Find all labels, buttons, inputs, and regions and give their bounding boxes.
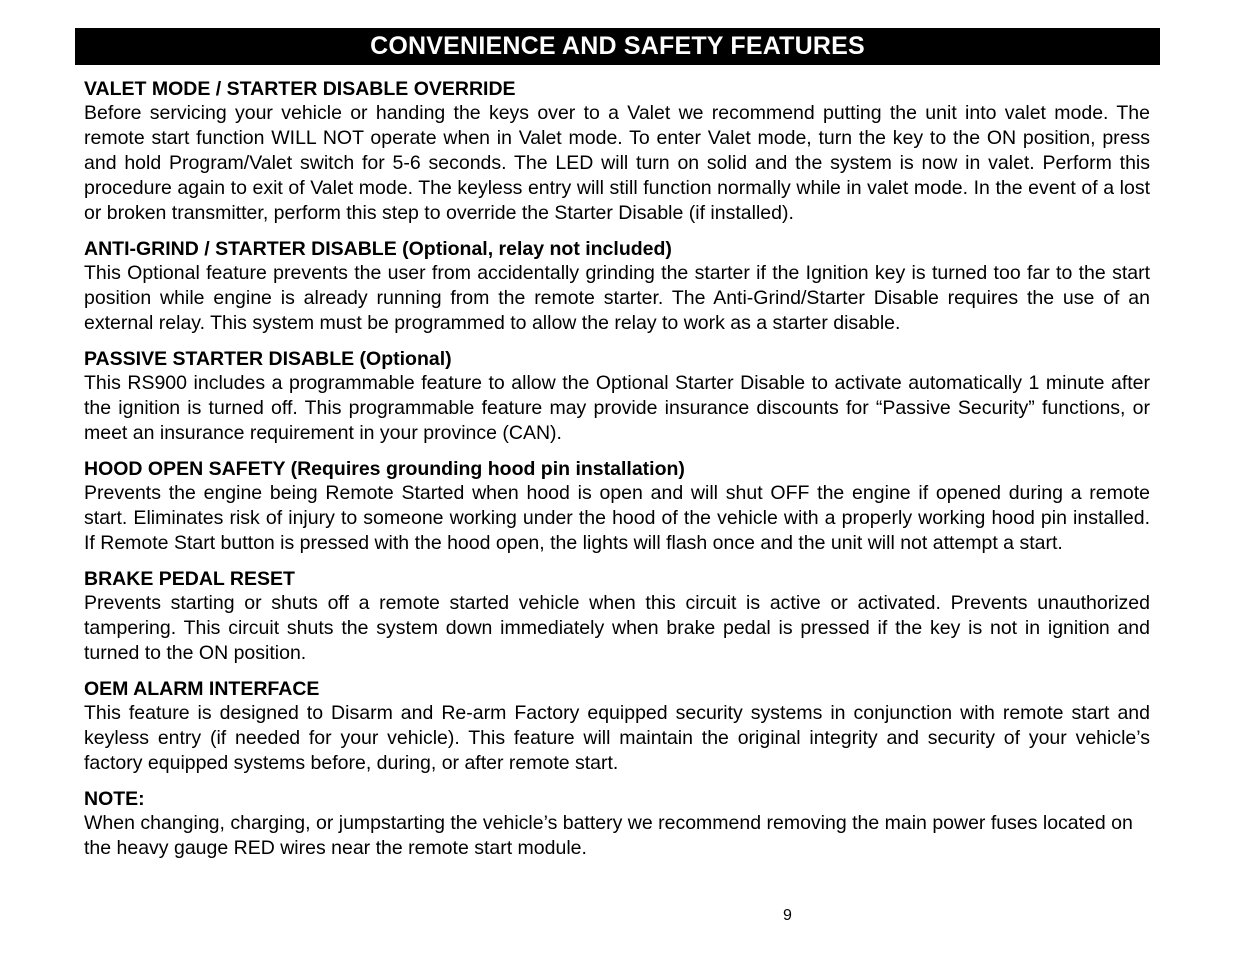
section-hood-open-safety [84,457,1150,556]
section-note [84,787,1150,861]
section-heading: NOTE: [84,788,145,810]
section-body: This feature is designed to Disarm and Re-arm Factory equipped security systems in conjunction with remote start and keyless entry (if needed for your vehicle). This feature will maintain the original integrity and security of your vehicle’s factory equipped systems before, during, or after remote start. [84,702,1150,774]
section-heading: BRAKE PEDAL RESET [84,568,295,590]
section-anti-grind [84,237,1150,336]
section-body: This RS900 includes a programmable feature to allow the Optional Starter Disable to activate automatically 1 minute after the ignition is turned off. This programmable feature may provide insurance discounts for “Passive Security” functions, or meet an insurance requirement in your province (CAN). [84,372,1150,444]
page-title-bar [75,28,1160,65]
document-body [84,77,1150,872]
section-valet-mode [84,77,1150,226]
section-heading: OEM ALARM INTERFACE [84,678,320,700]
section-body: Prevents the engine being Remote Started when hood is open and will shut OFF the engine if opened during a remote start. Eliminates risk of injury to someone working under the hood of the vehicle with a properly working hood pin installed. If Remote Start button is pressed with the hood open, the lights will flash once and the unit will not attempt a start. [84,482,1150,554]
page-title: CONVENIENCE AND SAFETY FEATURES [370,32,865,60]
section-body: When changing, charging, or jumpstarting the vehicle’s battery we recommend removing the main power fuses located on the heavy gauge RED wires near the remote start module. [84,812,1133,859]
section-brake-pedal-reset [84,567,1150,666]
section-heading: HOOD OPEN SAFETY (Requires grounding hood pin installation) [84,458,685,480]
section-body: Prevents starting or shuts off a remote started vehicle when this circuit is active or activated. Prevents unauthorized tampering. This circuit shuts the system down immediately when brake pedal is pressed if the key is not in ignition and turned to the ON position. [84,592,1150,664]
section-heading: VALET MODE / STARTER DISABLE OVERRIDE [84,78,516,100]
page-number: 9 [783,907,792,924]
section-heading: ANTI-GRIND / STARTER DISABLE (Optional, relay not included) [84,238,672,260]
section-body: This Optional feature prevents the user from accidentally grinding the starter if the Ignition key is turned too far to the start position while engine is already running from the remote starter. The Anti-Grind/Starter Disable requires the use of an external relay. This system must be programmed to allow the relay to work as a starter disable. [84,262,1150,334]
section-body: Before servicing your vehicle or handing the keys over to a Valet we recommend putting the unit into valet mode. The remote start function WILL NOT operate when in Valet mode. To enter Valet mode, turn the key to the ON position, press and hold Program/Valet switch for 5-6 seconds. The LED will turn on solid and the system is now in valet. Perform this procedure again to exit of Valet mode. The keyless entry will still function normally while in valet mode. In the event of a lost or broken transmitter, perform this step to override the Starter Disable (if installed). [84,102,1150,224]
section-heading: PASSIVE STARTER DISABLE (Optional) [84,348,452,370]
section-passive-starter-disable [84,347,1150,446]
section-oem-alarm-interface [84,677,1150,776]
